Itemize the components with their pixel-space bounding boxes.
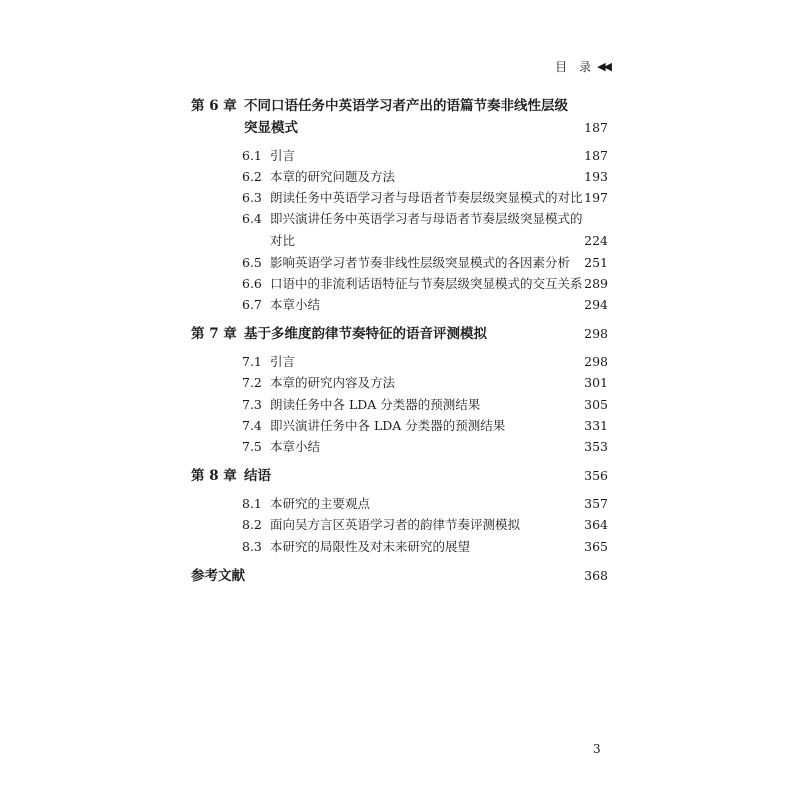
section-title: 面向吴方言区英语学习者的韵律节奏评测模拟	[270, 517, 521, 532]
page-ref: 368	[584, 568, 608, 583]
section-title: 口语中的非流利话语特征与节奏层级突显模式的交互关系	[270, 276, 583, 291]
section-number: 7.1	[242, 354, 262, 369]
section-number: 6.6	[242, 276, 262, 291]
chapter-title-cont: 突显模式	[244, 120, 298, 136]
section-number: 7.2	[242, 375, 262, 390]
section-title: 本研究的主要观点	[270, 496, 371, 511]
toc-section-6-3[interactable]	[0, 188, 800, 208]
page-ref: 294	[584, 297, 608, 312]
page-ref: 193	[584, 169, 608, 184]
toc-section-6-6[interactable]	[0, 274, 800, 294]
page-number: 3	[593, 742, 601, 756]
section-title: 即兴演讲任务中英语学习者与母语者节奏层级突显模式的	[270, 211, 583, 226]
chapter-title: 结语	[244, 468, 271, 484]
section-title: 引言	[270, 354, 296, 369]
toc-section-7-4[interactable]	[0, 416, 800, 436]
section-title: 朗读任务中英语学习者与母语者节奏层级突显模式的对比	[270, 190, 583, 205]
section-number: 7.4	[242, 418, 262, 433]
chapter-number: 第 6 章	[191, 98, 237, 114]
toc-references[interactable]	[0, 566, 800, 586]
toc-chapter-8[interactable]	[0, 466, 800, 486]
toc-section-8-1[interactable]	[0, 494, 800, 514]
section-title: 本章的研究内容及方法	[270, 375, 396, 390]
section-title: 影响英语学习者节奏非线性层级突显模式的各因素分析	[270, 255, 571, 270]
toc-chapter-6[interactable]	[0, 96, 800, 116]
section-title: 朗读任务中各 LDA 分类器的预测结果	[270, 397, 481, 412]
section-title: 即兴演讲任务中各 LDA 分类器的预测结果	[270, 418, 506, 433]
toc-section-6-2[interactable]	[0, 167, 800, 187]
toc-section-8-2[interactable]	[0, 515, 800, 535]
section-title-cont: 对比	[270, 233, 296, 248]
section-number: 6.7	[242, 297, 262, 312]
toc-chapter-6-cont[interactable]	[0, 118, 800, 138]
page-ref: 187	[584, 148, 608, 163]
toc-section-6-5[interactable]	[0, 253, 800, 273]
page-ref: 251	[584, 255, 608, 270]
section-title: 本章的研究问题及方法	[270, 169, 396, 184]
page-ref: 289	[584, 276, 608, 291]
page-ref: 305	[584, 397, 608, 412]
section-number: 7.5	[242, 439, 262, 454]
section-number: 6.2	[242, 169, 262, 184]
section-number: 8.2	[242, 517, 262, 532]
chapter-title: 基于多维度韵律节奏特征的语音评测模拟	[244, 326, 487, 342]
toc-section-6-4-cont[interactable]	[0, 231, 800, 251]
toc-section-6-7[interactable]	[0, 295, 800, 315]
page-ref: 364	[584, 517, 608, 532]
section-number: 6.3	[242, 190, 262, 205]
page-ref: 187	[584, 120, 608, 135]
section-title: 引言	[270, 148, 296, 163]
section-title: 本章小结	[270, 297, 321, 312]
page-ref: 224	[584, 233, 608, 248]
page-ref: 357	[584, 496, 608, 511]
section-number: 6.5	[242, 255, 262, 270]
page-ref: 353	[584, 439, 608, 454]
page-ref: 301	[584, 375, 608, 390]
toc-section-7-1[interactable]	[0, 352, 800, 372]
page-ref: 197	[584, 190, 608, 205]
section-number: 6.1	[242, 148, 262, 163]
chapter-number: 第 8 章	[191, 468, 237, 484]
references-title: 参考文献	[191, 568, 245, 584]
page-ref: 298	[584, 326, 608, 341]
section-number: 7.3	[242, 397, 262, 412]
section-title: 本章小结	[270, 439, 321, 454]
page-ref: 331	[584, 418, 608, 433]
toc-section-6-4[interactable]	[0, 209, 800, 229]
chapter-title: 不同口语任务中英语学习者产出的语篇节奏非线性层级	[244, 98, 568, 114]
section-number: 8.1	[242, 496, 262, 511]
chapter-number: 第 7 章	[191, 326, 237, 342]
section-title: 本研究的局限性及对未来研究的展望	[270, 539, 471, 554]
toc-section-6-1[interactable]	[0, 146, 800, 166]
toc-section-7-5[interactable]	[0, 437, 800, 457]
page-ref: 365	[584, 539, 608, 554]
page-ref: 298	[584, 354, 608, 369]
toc-section-8-3[interactable]	[0, 537, 800, 557]
toc-section-7-3[interactable]	[0, 395, 800, 415]
header-label: 目 录	[555, 60, 592, 74]
toc-chapter-7[interactable]	[0, 324, 800, 344]
section-number: 8.3	[242, 539, 262, 554]
header-arrows-icon: ◀◀	[597, 60, 610, 73]
section-number: 6.4	[242, 211, 262, 226]
page-ref: 356	[584, 468, 608, 483]
toc-section-7-2[interactable]	[0, 373, 800, 393]
